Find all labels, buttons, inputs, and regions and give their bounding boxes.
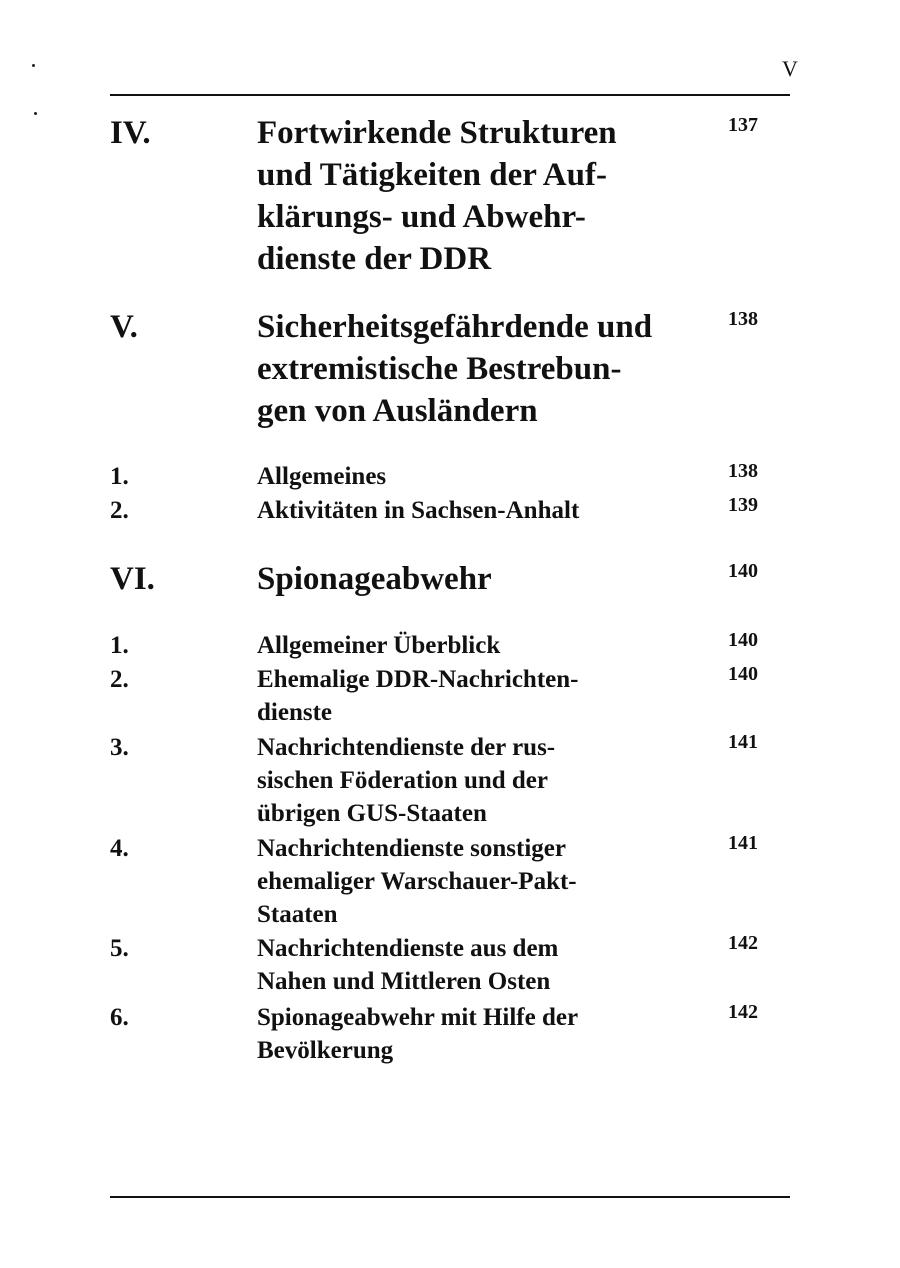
toc-entry-number: 5. bbox=[110, 935, 129, 962]
title-line: sischen Föderation und der bbox=[257, 767, 549, 794]
toc-entry-page: 140 bbox=[728, 560, 758, 582]
title-line: gen von Ausländern bbox=[257, 393, 538, 429]
toc-entry-title bbox=[257, 731, 707, 830]
toc-entry-title bbox=[257, 629, 707, 662]
toc-entry-title bbox=[257, 1001, 707, 1067]
title-line: übrigen GUS-Staaten bbox=[257, 800, 487, 827]
title-line: Allgemeiner Überblick bbox=[257, 632, 501, 659]
toc-entry-page: 141 bbox=[728, 731, 758, 753]
scan-speck bbox=[32, 64, 35, 67]
title-line: dienste der DDR bbox=[257, 241, 492, 277]
toc-entry-number: 2. bbox=[110, 666, 129, 693]
toc-entry-number: IV. bbox=[110, 115, 151, 151]
top-rule bbox=[110, 94, 790, 96]
toc-entry-page: 138 bbox=[728, 308, 758, 330]
toc-entry-title bbox=[257, 460, 707, 493]
scan-speck bbox=[34, 112, 37, 115]
toc-entry-page: 138 bbox=[728, 460, 758, 482]
toc-entry-title bbox=[257, 932, 707, 998]
toc-entry-title bbox=[257, 663, 707, 729]
title-line: Allgemeines bbox=[257, 463, 387, 490]
title-line: dienste bbox=[257, 699, 332, 726]
title-line: extremistische Bestrebun- bbox=[257, 351, 622, 387]
toc-entry-title bbox=[257, 494, 707, 527]
toc-entry-number: 2. bbox=[110, 497, 129, 524]
title-line: Spionageabwehr bbox=[257, 561, 492, 597]
toc-entry-number: 4. bbox=[110, 835, 129, 862]
title-line: ehemaliger Warschauer-Pakt- bbox=[257, 868, 577, 895]
title-line: Nachrichtendienste sonstiger bbox=[257, 835, 566, 862]
title-line: und Tätigkeiten der Auf- bbox=[257, 157, 607, 193]
toc-entry-title bbox=[257, 832, 707, 931]
toc-entry-title bbox=[257, 306, 707, 432]
title-line: Bevölkerung bbox=[257, 1037, 394, 1064]
title-line: Sicherheitsgefährdende und bbox=[257, 309, 653, 345]
title-line: Nachrichtendienste der rus- bbox=[257, 734, 556, 761]
title-line: Spionageabwehr mit Hilfe der bbox=[257, 1004, 579, 1031]
toc-entry-page: 141 bbox=[728, 832, 758, 854]
title-line: Ehemalige DDR-Nachrichten- bbox=[257, 666, 579, 693]
toc-entry-page: 142 bbox=[728, 932, 758, 954]
title-line: Nahen und Mittleren Osten bbox=[257, 968, 551, 995]
toc-entry-page: 140 bbox=[728, 629, 758, 651]
bottom-rule bbox=[110, 1196, 790, 1198]
title-line: Nachrichtendienste aus dem bbox=[257, 935, 559, 962]
toc-entry-page: 139 bbox=[728, 494, 758, 516]
toc-entry-number: 1. bbox=[110, 463, 129, 490]
toc-entry-title bbox=[257, 112, 707, 280]
toc-entry-number: VI. bbox=[110, 561, 155, 597]
toc-entry-number: 6. bbox=[110, 1004, 129, 1031]
toc-entry-page: 142 bbox=[728, 1001, 758, 1023]
title-line: Fortwirkende Strukturen bbox=[257, 115, 617, 151]
title-line: Aktivitäten in Sachsen-Anhalt bbox=[257, 497, 580, 524]
toc-entry-number: V. bbox=[110, 309, 138, 345]
title-line: Staaten bbox=[257, 901, 338, 928]
toc-entry-page: 140 bbox=[728, 663, 758, 685]
page-number: V bbox=[782, 56, 798, 81]
toc-entry-title bbox=[257, 558, 707, 600]
toc-entry-page: 137 bbox=[728, 114, 758, 136]
toc-entry-number: 1. bbox=[110, 632, 129, 659]
toc-entry-number: 3. bbox=[110, 734, 129, 761]
title-line: klärungs- und Abwehr- bbox=[257, 199, 586, 235]
